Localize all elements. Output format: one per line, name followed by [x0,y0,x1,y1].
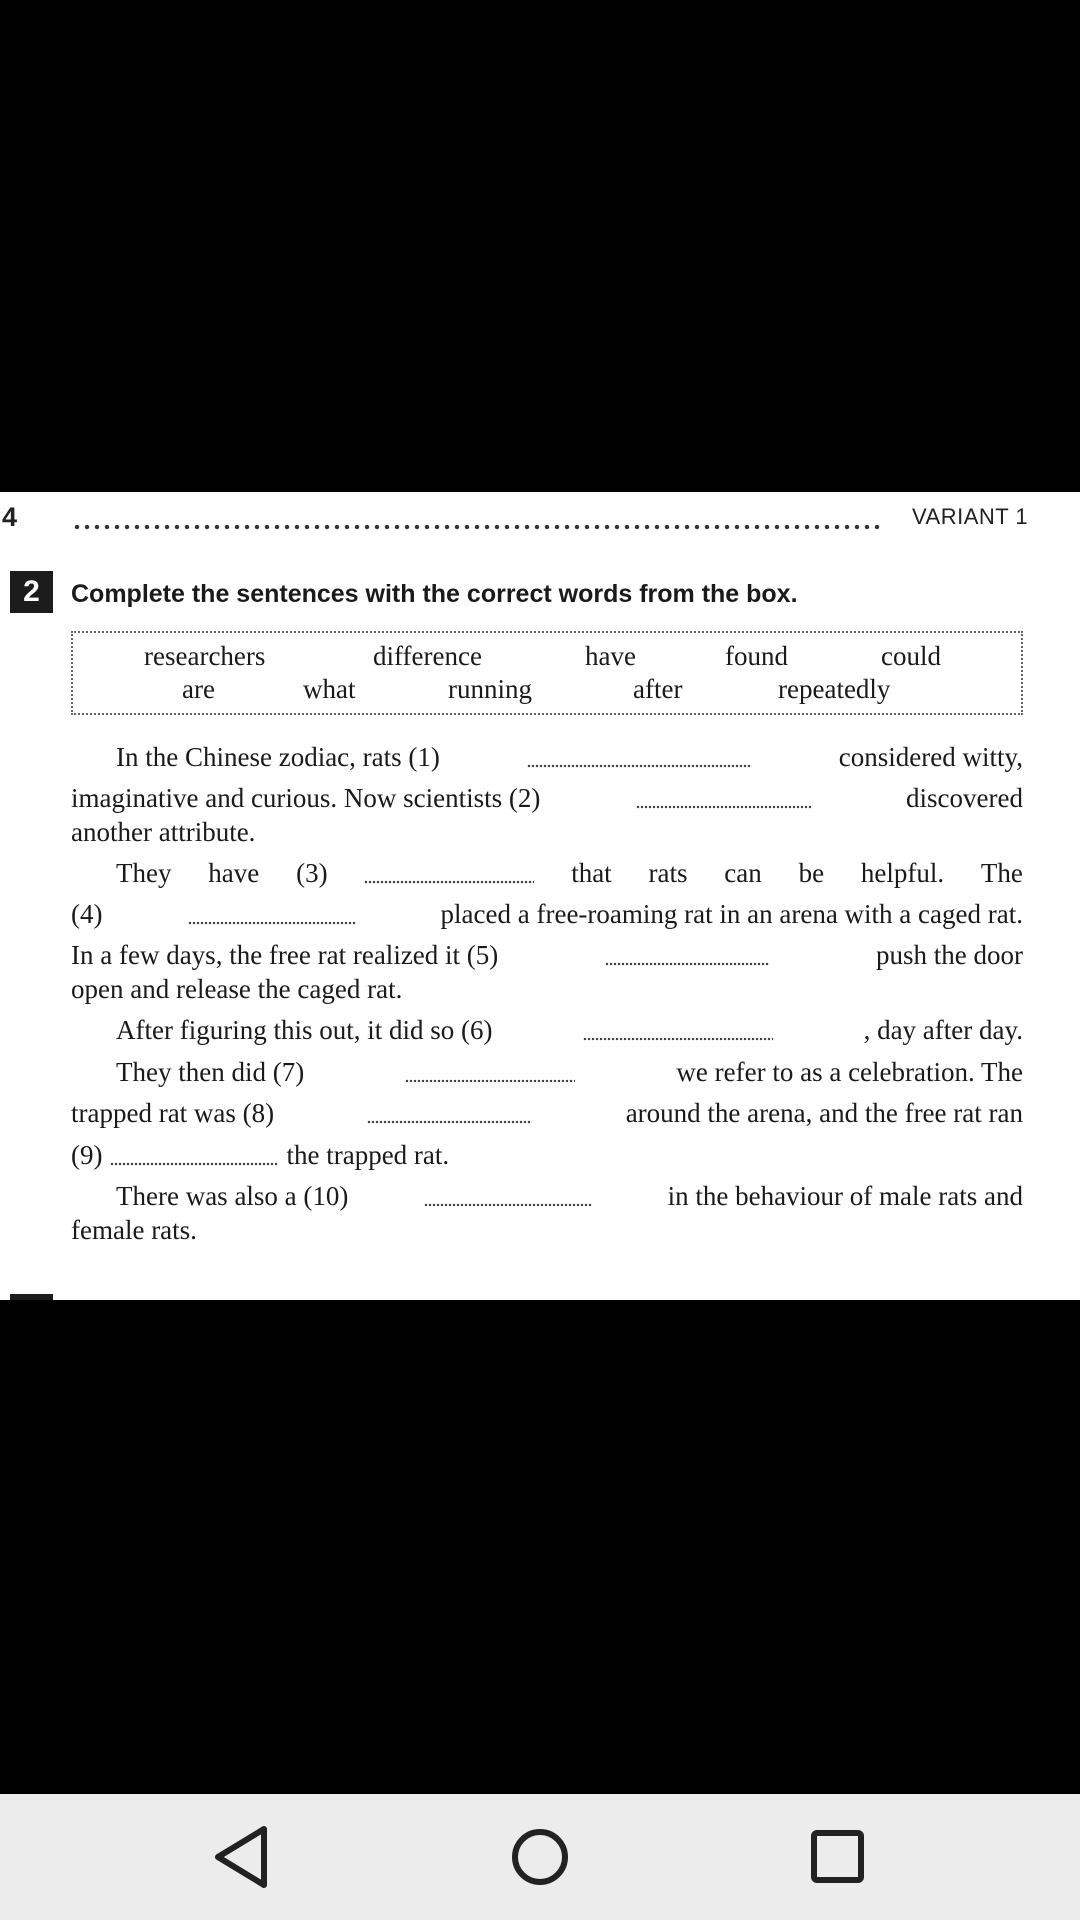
passage-line [71,1098,1023,1132]
exercise-instruction: Complete the sentences with the correct words from the box. [71,580,798,608]
passage-text: have [208,858,260,888]
passage-text: imaginative and curious. Now scientists (2) [71,783,541,813]
passage-text: In a few days, the free rat realized it (5) [71,940,499,970]
back-button[interactable] [203,1822,283,1892]
passage-line [71,899,1023,933]
blank-8 [367,1120,532,1124]
passage-text: placed a free-roaming rat in an arena with a caged rat. [440,899,1023,929]
passage-text: can [724,858,762,888]
passage-line [71,858,1023,892]
passage-line [71,742,1023,776]
passage-text: helpful. [860,858,945,888]
passage-line [71,1181,1023,1215]
passage-text: They then did (7) [116,1057,305,1087]
passage-text: rats [648,858,688,888]
dotted-rule [72,524,882,530]
word-item: after [633,674,683,704]
passage-text: (3) [296,858,328,888]
android-navigation-bar [0,1794,1080,1920]
exercise-number: 2 [10,571,53,613]
passage-text: (4) [71,899,103,929]
home-circle-icon [500,1822,580,1892]
passage-line [71,1140,1023,1174]
passage-text: (9) [71,1140,103,1170]
blank-3 [364,880,534,884]
next-exercise-marker [10,1294,53,1300]
back-triangle-icon [203,1822,283,1892]
page-number: 4 [2,502,18,532]
passage-line [71,940,1023,974]
recents-square-icon [798,1822,878,1892]
passage-text: discovered [906,783,1023,813]
passage-text: trapped rat was (8) [71,1098,275,1128]
blank-2 [636,805,811,809]
passage-line [71,1057,1023,1091]
passage-text: considered witty, [838,742,1023,772]
passage-text: In the Chinese zodiac, rats (1) [116,742,440,772]
home-button[interactable] [500,1822,580,1892]
blank-7 [405,1079,575,1083]
passage-text: around the arena, and the free rat ran [625,1098,1023,1128]
passage-text: The [980,858,1023,888]
passage-line [71,783,1023,817]
blank-6 [583,1037,773,1041]
variant-label: VARIANT 1 [912,504,1029,529]
page-header [0,492,1080,542]
passage-line: open and release the caged rat. [71,974,403,1004]
word-item: repeatedly [778,674,891,704]
word-item: what [303,674,356,704]
word-item: have [585,641,636,671]
passage-text: the trapped rat. [286,1140,450,1170]
recents-button[interactable] [798,1822,878,1892]
passage-text: They [116,858,172,888]
passage-text: in the behaviour of male rats and [667,1181,1023,1211]
worksheet-page [0,492,1080,1300]
blank-10 [424,1203,592,1207]
passage-line: another attribute. [71,817,256,847]
passage-text: , day after day. [863,1015,1023,1045]
passage-text: There was also a (10) [116,1181,349,1211]
passage-text: that [571,858,612,888]
passage-text: be [798,858,825,888]
passage-line: female rats. [71,1215,197,1245]
blank-4 [188,921,356,925]
word-item: could [881,641,941,671]
word-item: found [725,641,788,671]
blank-1 [527,764,752,768]
blank-9 [110,1162,278,1166]
word-item: researchers [144,641,266,671]
passage-text: After figuring this out, it did so (6) [116,1015,493,1045]
word-item: running [448,674,532,704]
blank-5 [605,962,770,966]
passage-text: we refer to as a celebration. The [676,1057,1023,1087]
word-item: are [182,674,215,704]
word-item: difference [373,641,482,671]
passage-text: push the door [876,940,1023,970]
word-box [71,631,1023,715]
passage-line [71,1015,1023,1049]
